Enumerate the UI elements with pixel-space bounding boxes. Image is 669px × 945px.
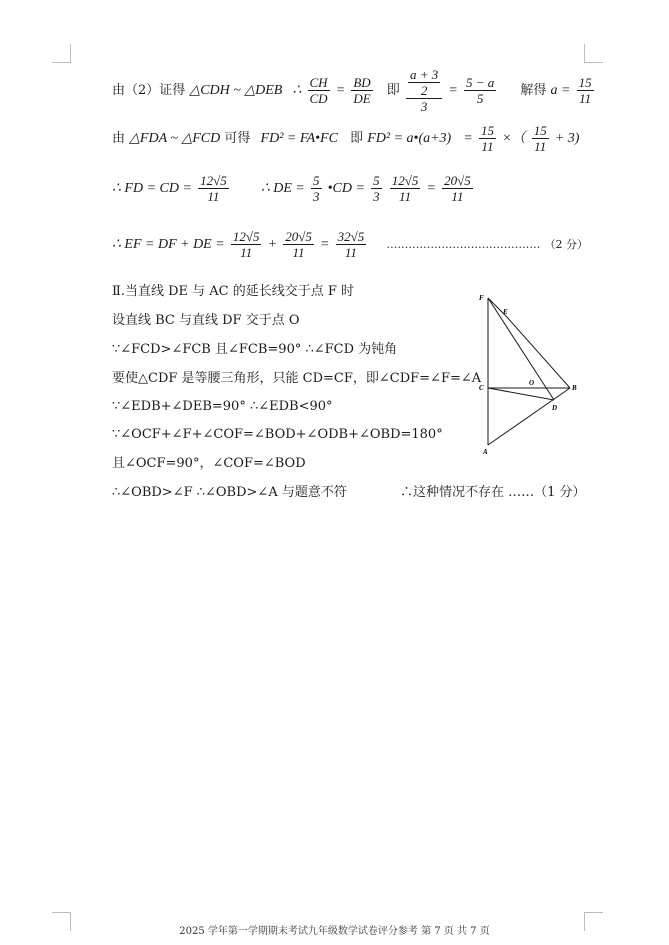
label-o: O xyxy=(529,379,535,387)
crop-mark-top-left xyxy=(52,44,71,63)
equation: •CD = xyxy=(327,181,365,196)
complex-fraction: $\frac{\frac{a + 3}{2}}{3}$ xyxy=(406,68,442,113)
therefore: ∴ xyxy=(292,83,302,98)
label-d: D xyxy=(552,404,558,412)
fraction: $\frac{15}{11}$ xyxy=(480,123,494,154)
line-eb xyxy=(506,316,570,388)
fraction: $\frac{12√5}{11}$ xyxy=(232,229,260,260)
similar-triangles: △FDA ~ △FCD xyxy=(129,131,221,146)
fraction: $\frac{15}{11}$ xyxy=(533,123,547,154)
crop-mark-top-right xyxy=(584,44,603,63)
fraction: $\frac{12√5}{11}$ xyxy=(391,173,419,204)
equals: = xyxy=(426,181,436,196)
geometry-figure xyxy=(474,290,584,460)
plus-three: + 3) xyxy=(554,131,580,146)
similar-triangles: △CDH ~ △DEB xyxy=(189,83,283,98)
solution-line-3 xyxy=(112,174,475,203)
leader-dots: …………………………………… xyxy=(386,238,541,251)
fraction: $\frac{20√5}{11}$ xyxy=(285,229,312,260)
solution-line-1: 由（2）证得 △CDH ~ △DEB ∴ $\frac{CH}{CD}$ = $\frac{BD}{DE}$ 即 $\frac{\frac{a + 3}{2}}{3}$ = $\frac{5 - a}{5}$ 解得 a = $\frac{15}{11}$ xyxy=(112,67,592,114)
page-footer: 2025 学年第一学期期末考试九年级数学试卷评分参考 第 7 页 共 7 页 xyxy=(179,926,490,937)
text: 可得 xyxy=(224,131,251,146)
solution-line-9: ∵∠EDB+∠DEB=90° ∴∠EDB<90° xyxy=(112,399,333,414)
solution-line-12b: ∴这种情况不存在 ……（1 分） xyxy=(400,485,586,500)
equals: = xyxy=(463,131,473,146)
equation: FD² = FA•FC xyxy=(260,131,338,146)
line-fd xyxy=(488,298,554,400)
label-e: E xyxy=(503,308,508,316)
label-a: A xyxy=(483,448,488,456)
solution-line-5: Ⅱ.当直线 DE 与 AC 的延长线交于点 F 时 xyxy=(112,284,355,299)
solution-line-4 xyxy=(112,230,588,259)
fraction: $\frac{20√5}{11}$ xyxy=(444,173,471,204)
label-f: F xyxy=(479,294,484,302)
equation: ∴ EF = DF + DE = xyxy=(112,237,225,252)
times: ×（ xyxy=(502,131,526,146)
fraction-ch-cd: $\frac{CH}{CD}$ xyxy=(309,75,328,106)
plus: + xyxy=(267,237,278,252)
fraction-5-a: $\frac{5 - a}{5}$ xyxy=(465,75,495,106)
solution-line-10: ∵∠OCF+∠F+∠COF=∠BOD+∠ODB+∠OBD=180° xyxy=(112,427,443,442)
equation: FD² = a•(a+3) xyxy=(367,131,452,146)
text: 由 xyxy=(112,131,126,146)
label-c: C xyxy=(479,384,484,392)
line-ab xyxy=(488,388,570,445)
text: 由（2）证得 xyxy=(112,83,186,98)
solution-line-11: 且∠OCF=90°，∠COF=∠BOD xyxy=(112,456,306,471)
score-label: （2 分） xyxy=(544,238,588,251)
label-b: B xyxy=(572,384,577,392)
fraction: $\frac{32√5}{11}$ xyxy=(337,229,365,260)
equals: = xyxy=(319,237,330,252)
line-cd xyxy=(488,388,554,400)
text: 即 xyxy=(350,131,364,146)
text: 解得 xyxy=(520,83,547,98)
solution-line-7: ∵∠FCD>∠FCB 且∠FCB=90° ∴∠FCD 为钝角 xyxy=(112,342,398,357)
fraction: $\frac{12√5}{11}$ xyxy=(200,173,227,204)
fraction: $\frac{5}{3}$ xyxy=(373,173,380,204)
solution-line-6: 设直线 BC 与直线 DF 交于点 O xyxy=(112,313,300,328)
fraction-bd-de: $\frac{BD}{DE}$ xyxy=(353,75,371,106)
variable-a: a = xyxy=(550,83,571,98)
solution-line-2 xyxy=(112,124,579,153)
fraction-15-11: $\frac{15}{11}$ xyxy=(578,75,592,106)
solution-line-8: 要使△CDF 是等腰三角形，只能 CD=CF，即∠CDF=∠F=∠A xyxy=(112,371,482,386)
equation: ∴ FD = CD = xyxy=(112,181,192,196)
text: 即 xyxy=(386,83,400,98)
equals: = xyxy=(335,83,346,98)
solution-line-12a: ∴∠OBD>∠F ∴∠OBD>∠A 与题意不符 xyxy=(112,485,347,500)
fraction: $\frac{5}{3}$ xyxy=(313,173,320,204)
equation: ∴ DE = xyxy=(260,181,305,196)
